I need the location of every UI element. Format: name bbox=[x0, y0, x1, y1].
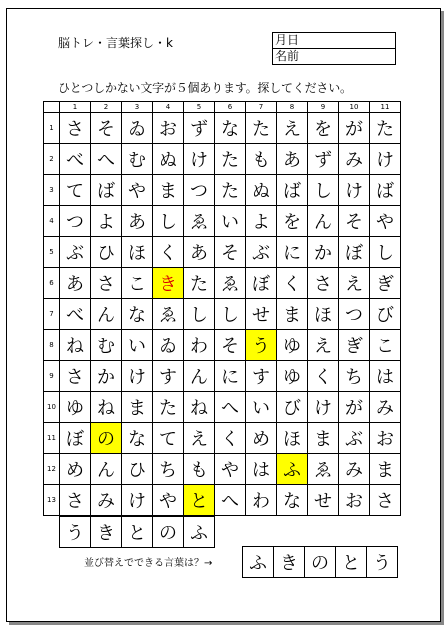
grid-cell[interactable]: お bbox=[370, 423, 401, 454]
grid-cell[interactable]: む bbox=[91, 330, 122, 361]
grid-cell[interactable]: お bbox=[153, 113, 184, 144]
column-number: 5 bbox=[184, 102, 215, 113]
row-number: 10 bbox=[44, 392, 60, 423]
grid-cell[interactable]: け bbox=[184, 144, 215, 175]
grid-cell[interactable]: え bbox=[339, 268, 370, 299]
row-number: 2 bbox=[44, 144, 60, 175]
grid-cell[interactable]: に bbox=[215, 361, 246, 392]
grid-cell[interactable]: ゐ bbox=[122, 113, 153, 144]
grid-cell-highlighted[interactable]: の bbox=[91, 423, 122, 454]
grid-cell[interactable]: さ bbox=[370, 485, 401, 516]
grid-row bbox=[44, 175, 401, 206]
grid-cell[interactable]: ん bbox=[91, 454, 122, 485]
grid-cell[interactable]: あ bbox=[60, 268, 91, 299]
grid-cell[interactable]: そ bbox=[91, 113, 122, 144]
grid-cell[interactable]: け bbox=[370, 144, 401, 175]
grid-cell[interactable]: さ bbox=[91, 268, 122, 299]
letter-grid bbox=[43, 101, 401, 516]
row-number: 3 bbox=[44, 175, 60, 206]
grid-cell[interactable]: び bbox=[370, 299, 401, 330]
grid-cell[interactable]: へ bbox=[215, 392, 246, 423]
grid-cell[interactable]: し bbox=[153, 206, 184, 237]
grid-cell[interactable]: く bbox=[308, 361, 339, 392]
row-number: 9 bbox=[44, 361, 60, 392]
grid-cell[interactable]: ゆ bbox=[277, 361, 308, 392]
grid-cell[interactable]: つ bbox=[60, 206, 91, 237]
grid-cell[interactable]: か bbox=[91, 361, 122, 392]
grid-cell[interactable]: ぬ bbox=[153, 144, 184, 175]
grid-cell[interactable]: を bbox=[308, 113, 339, 144]
grid-cell-highlighted[interactable]: ふ bbox=[277, 454, 308, 485]
grid-cell[interactable]: ひ bbox=[122, 454, 153, 485]
grid-cell[interactable]: べ bbox=[60, 144, 91, 175]
grid-cell[interactable]: み bbox=[370, 392, 401, 423]
grid-cell[interactable]: な bbox=[215, 113, 246, 144]
grid-cell[interactable]: ち bbox=[339, 361, 370, 392]
answer-letter-box[interactable]: の bbox=[305, 547, 336, 578]
grid-cell[interactable]: こ bbox=[370, 330, 401, 361]
row-number: 1 bbox=[44, 113, 60, 144]
grid-cell[interactable]: け bbox=[122, 361, 153, 392]
found-letter-box[interactable]: き bbox=[91, 517, 122, 548]
grid-cell[interactable]: た bbox=[370, 113, 401, 144]
grid-cell[interactable]: や bbox=[215, 454, 246, 485]
grid-cell[interactable]: ち bbox=[153, 454, 184, 485]
grid-cell[interactable]: わ bbox=[184, 330, 215, 361]
grid-cell[interactable]: み bbox=[91, 485, 122, 516]
grid-cell[interactable]: い bbox=[122, 330, 153, 361]
column-number: 6 bbox=[215, 102, 246, 113]
grid-cell[interactable]: つ bbox=[339, 299, 370, 330]
grid-cell[interactable]: ゑ bbox=[153, 299, 184, 330]
grid-cell[interactable]: な bbox=[122, 299, 153, 330]
grid-cell[interactable]: た bbox=[215, 144, 246, 175]
grid-cell[interactable]: ぶ bbox=[339, 423, 370, 454]
grid-cell[interactable]: ま bbox=[153, 175, 184, 206]
column-number: 10 bbox=[339, 102, 370, 113]
grid-cell[interactable]: え bbox=[184, 423, 215, 454]
grid-row bbox=[44, 113, 401, 144]
grid-row bbox=[44, 454, 401, 485]
grid-cell[interactable]: た bbox=[215, 175, 246, 206]
answer-letter-box[interactable]: う bbox=[367, 547, 398, 578]
grid-cell[interactable]: あ bbox=[184, 237, 215, 268]
grid-cell[interactable]: む bbox=[122, 144, 153, 175]
grid-cell[interactable]: べ bbox=[60, 299, 91, 330]
grid-cell[interactable]: さ bbox=[308, 268, 339, 299]
page-title: 脳トレ・言葉探し・k bbox=[58, 36, 173, 50]
grid-cell[interactable]: わ bbox=[246, 485, 277, 516]
grid-cell[interactable]: よ bbox=[91, 206, 122, 237]
grid-cell[interactable]: は bbox=[246, 454, 277, 485]
grid-cell[interactable]: た bbox=[184, 268, 215, 299]
grid-cell[interactable]: い bbox=[246, 392, 277, 423]
grid-cell[interactable]: し bbox=[370, 237, 401, 268]
grid-cell[interactable]: も bbox=[184, 454, 215, 485]
instruction-text: ひとつしかない文字が５個あります。探してください。 bbox=[58, 81, 352, 95]
grid-cell[interactable]: ま bbox=[308, 423, 339, 454]
grid-cell[interactable]: そ bbox=[215, 330, 246, 361]
date-field[interactable]: 月日 bbox=[275, 33, 300, 47]
grid-row bbox=[44, 361, 401, 392]
column-number: 8 bbox=[277, 102, 308, 113]
grid-cell[interactable]: ぶ bbox=[246, 237, 277, 268]
row-number: 6 bbox=[44, 268, 60, 299]
grid-cell[interactable]: す bbox=[153, 361, 184, 392]
found-letter-box[interactable]: と bbox=[122, 517, 153, 548]
grid-cell-highlighted[interactable]: き bbox=[153, 268, 184, 299]
grid-cell[interactable]: ゑ bbox=[215, 268, 246, 299]
grid-row bbox=[44, 330, 401, 361]
grid-cell[interactable]: い bbox=[215, 206, 246, 237]
grid-cell[interactable]: さ bbox=[60, 113, 91, 144]
grid-cell[interactable]: そ bbox=[215, 237, 246, 268]
grid-cell[interactable]: ま bbox=[122, 392, 153, 423]
grid-cell[interactable]: し bbox=[308, 175, 339, 206]
grid-cell[interactable]: ず bbox=[184, 113, 215, 144]
grid-cell[interactable]: そ bbox=[339, 206, 370, 237]
grid-cell[interactable]: み bbox=[339, 144, 370, 175]
grid-cell[interactable]: や bbox=[153, 485, 184, 516]
grid-row bbox=[44, 392, 401, 423]
grid-cell[interactable]: く bbox=[215, 423, 246, 454]
grid-cell[interactable]: て bbox=[60, 175, 91, 206]
grid-cell[interactable]: ば bbox=[91, 175, 122, 206]
grid-row bbox=[44, 144, 401, 175]
grid-cell[interactable]: な bbox=[277, 485, 308, 516]
grid-cell[interactable]: み bbox=[339, 454, 370, 485]
found-letter-box[interactable]: の bbox=[153, 517, 184, 548]
grid-cell[interactable]: が bbox=[339, 392, 370, 423]
grid-cell[interactable]: も bbox=[246, 144, 277, 175]
grid-cell[interactable]: す bbox=[246, 361, 277, 392]
grid-row bbox=[44, 268, 401, 299]
grid-cell[interactable]: こ bbox=[122, 268, 153, 299]
name-field[interactable]: 名前 bbox=[273, 48, 395, 64]
grid-cell[interactable]: え bbox=[308, 330, 339, 361]
grid-cell-highlighted[interactable]: と bbox=[184, 485, 215, 516]
grid-cell[interactable]: あ bbox=[122, 206, 153, 237]
row-number: 8 bbox=[44, 330, 60, 361]
grid-cell[interactable]: や bbox=[370, 206, 401, 237]
grid-cell[interactable]: く bbox=[277, 268, 308, 299]
grid-row bbox=[44, 299, 401, 330]
column-number: 11 bbox=[370, 102, 401, 113]
grid-cell[interactable]: ぬ bbox=[246, 175, 277, 206]
grid-cell[interactable]: ひ bbox=[91, 237, 122, 268]
grid-cell[interactable]: け bbox=[339, 175, 370, 206]
grid-cell[interactable]: お bbox=[339, 485, 370, 516]
column-number: 9 bbox=[308, 102, 339, 113]
grid-cell[interactable]: か bbox=[308, 237, 339, 268]
grid-cell[interactable]: つ bbox=[184, 175, 215, 206]
grid-cell[interactable]: ゐ bbox=[153, 330, 184, 361]
grid-cell[interactable]: よ bbox=[246, 206, 277, 237]
grid-cell[interactable]: く bbox=[153, 237, 184, 268]
grid-cell[interactable]: ま bbox=[370, 454, 401, 485]
grid-cell-highlighted[interactable]: う bbox=[246, 330, 277, 361]
grid-cell[interactable]: が bbox=[339, 113, 370, 144]
grid-cell[interactable]: た bbox=[153, 392, 184, 423]
row-number: 5 bbox=[44, 237, 60, 268]
grid-cell[interactable]: ね bbox=[91, 392, 122, 423]
grid-row bbox=[44, 423, 401, 454]
name-box bbox=[272, 32, 396, 65]
grid-corner bbox=[44, 102, 60, 113]
column-number: 3 bbox=[122, 102, 153, 113]
grid-cell[interactable]: に bbox=[277, 237, 308, 268]
answer-letter-box[interactable]: き bbox=[274, 547, 305, 578]
grid-cell[interactable]: け bbox=[308, 392, 339, 423]
grid-cell[interactable]: び bbox=[277, 392, 308, 423]
found-letter-box[interactable]: う bbox=[60, 517, 91, 548]
grid-cell[interactable]: ま bbox=[277, 299, 308, 330]
grid-cell[interactable]: ん bbox=[91, 299, 122, 330]
grid-cell[interactable]: け bbox=[122, 485, 153, 516]
grid-cell[interactable]: ぼ bbox=[339, 237, 370, 268]
grid-cell[interactable]: へ bbox=[91, 144, 122, 175]
row-number: 7 bbox=[44, 299, 60, 330]
column-number: 4 bbox=[153, 102, 184, 113]
grid-cell[interactable]: さ bbox=[60, 361, 91, 392]
grid-cell[interactable]: え bbox=[277, 113, 308, 144]
grid-cell[interactable]: ね bbox=[184, 392, 215, 423]
column-number: 2 bbox=[91, 102, 122, 113]
grid-cell[interactable]: ほ bbox=[308, 299, 339, 330]
row-number: 13 bbox=[44, 485, 60, 516]
grid-cell[interactable]: ね bbox=[60, 330, 91, 361]
grid-cell[interactable]: ぎ bbox=[339, 330, 370, 361]
grid-cell[interactable]: ゑ bbox=[184, 206, 215, 237]
grid-cell[interactable]: ず bbox=[308, 144, 339, 175]
grid-cell[interactable]: せ bbox=[246, 299, 277, 330]
column-number: 1 bbox=[60, 102, 91, 113]
answer-letter-box[interactable]: と bbox=[336, 547, 367, 578]
grid-cell[interactable]: を bbox=[277, 206, 308, 237]
grid-cell[interactable]: ぶ bbox=[60, 237, 91, 268]
grid-row bbox=[44, 237, 401, 268]
grid-cell[interactable]: ぼ bbox=[246, 268, 277, 299]
grid-cell[interactable]: し bbox=[184, 299, 215, 330]
grid-cell[interactable]: ぼ bbox=[60, 423, 91, 454]
grid-row bbox=[44, 485, 401, 516]
grid-cell[interactable]: め bbox=[60, 454, 91, 485]
answer-letter-box[interactable]: ふ bbox=[243, 547, 274, 578]
grid-cell[interactable]: ゆ bbox=[277, 330, 308, 361]
grid-cell[interactable]: し bbox=[215, 299, 246, 330]
grid-cell[interactable]: あ bbox=[277, 144, 308, 175]
question-text: 並び替えでできる言葉は？→ bbox=[84, 558, 213, 569]
grid-cell[interactable]: ば bbox=[277, 175, 308, 206]
column-number: 7 bbox=[246, 102, 277, 113]
row-number: 12 bbox=[44, 454, 60, 485]
grid-cell[interactable]: な bbox=[122, 423, 153, 454]
grid-cell[interactable]: は bbox=[370, 361, 401, 392]
row-number: 4 bbox=[44, 206, 60, 237]
grid-cell[interactable]: ん bbox=[308, 206, 339, 237]
grid-cell[interactable]: ゑ bbox=[308, 454, 339, 485]
grid-cell[interactable]: め bbox=[246, 423, 277, 454]
grid-cell[interactable]: ほ bbox=[277, 423, 308, 454]
grid-cell[interactable]: た bbox=[246, 113, 277, 144]
grid-row bbox=[44, 206, 401, 237]
answer-letters bbox=[242, 546, 398, 578]
found-letters bbox=[59, 516, 215, 548]
grid-cell[interactable]: ん bbox=[184, 361, 215, 392]
grid-cell[interactable]: ぎ bbox=[370, 268, 401, 299]
row-number: 11 bbox=[44, 423, 60, 454]
grid-cell[interactable]: て bbox=[153, 423, 184, 454]
grid-cell[interactable]: せ bbox=[308, 485, 339, 516]
grid-cell[interactable]: ほ bbox=[122, 237, 153, 268]
found-letter-box[interactable]: ふ bbox=[184, 517, 215, 548]
grid-cell[interactable]: や bbox=[122, 175, 153, 206]
grid-cell[interactable]: ば bbox=[370, 175, 401, 206]
grid-cell[interactable]: へ bbox=[215, 485, 246, 516]
grid-cell[interactable]: ゆ bbox=[60, 392, 91, 423]
grid-cell[interactable]: さ bbox=[60, 485, 91, 516]
